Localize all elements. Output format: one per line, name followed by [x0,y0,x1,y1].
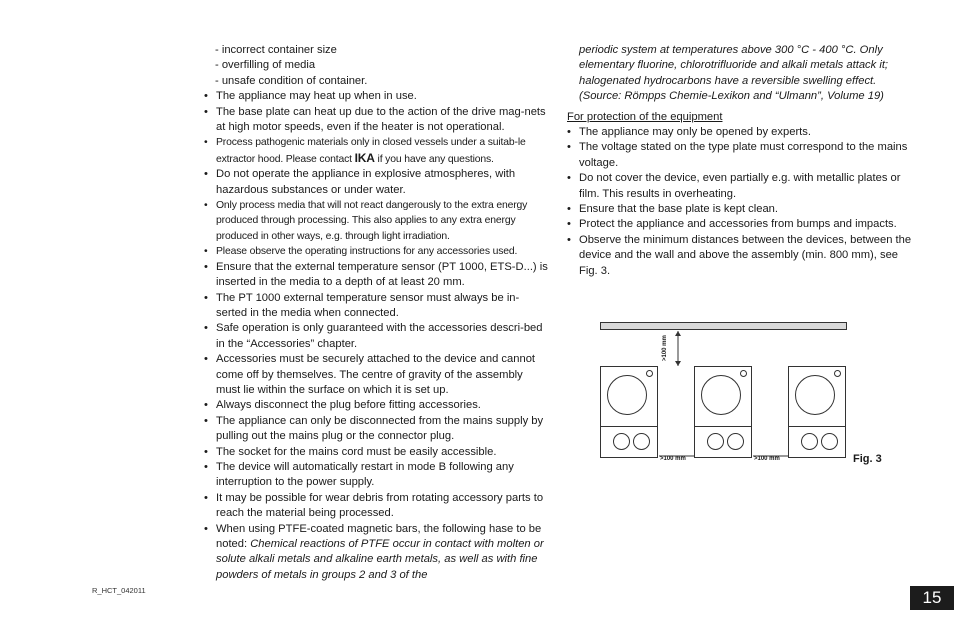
bullet-ptfe-italic: Chemical reactions of PTFE occur in contact with molten or solute alkali metals and alkaline earth metals, as well as with fine powders of metals in groups 2 and 3 of the [216,538,544,581]
bullet-explosive-atmospheres: • Do not operate the appliance in explosive atmospheres, with hazardous substances or under water. [204,167,549,198]
ptfe-continuation-text: periodic system at temperatures above 300 °C - 400 °C. Only elementary fluorine, chlorotrifluoride and alkali metals attack it; halogenated hydrocarbons have a reversible swelling effect. (Source: Römpps Chemie-Lexikon and “Ulmann”, Volume 19) [579,44,889,103]
bullet-protect-bumps: • Protect the appliance and accessories from bumps and impacts. [567,217,912,232]
indicator-led-icon [834,370,841,377]
bullet-pathogenic-tail: if you have any questions. [374,153,494,165]
device-1 [600,366,658,458]
bullet-disconnect-plug: • Always disconnect the plug before fitting accessories. [204,398,549,413]
ika-brand: IKA [354,150,375,165]
dim-horizontal-label-2: >100 mm [754,456,780,462]
footer-document-code: R_HCT_042011 [92,586,146,595]
bullet-accessories-attached: • Accessories must be securely attached to the device and cannot come off by themselves. The centre of gravity of the assembly must lie within the surface on which it is set up. [204,352,549,398]
section-heading-protection: For protection of the equipment [567,110,723,123]
bullet-heat-up: • The appliance may heat up when in use. [204,89,549,104]
bullet-socket-accessible: • The socket for the mains cord must be easily accessible. [204,445,549,460]
bullet-pathogenic-text: Process pathogenic materials only in closed vessels under a suitab-le extractor hood. Please contact [216,137,526,165]
bullet-wear-debris: • It may be possible for wear debris from rotating accessory parts to reach the material being processed. [204,491,549,522]
bullet-ptfe [204,522,549,584]
arrow-down-icon [675,361,681,366]
bullet-safe-operation: • Safe operation is only guaranteed with the accessories descri-bed in the “Accessories” chapter. [204,321,549,352]
knob-icon [633,433,650,450]
knob-icon [707,433,724,450]
panel-divider [695,426,751,427]
bullet-pathogenic-materials [204,135,549,167]
page-number: 15 [910,586,954,610]
device-3 [788,366,846,458]
bullet-base-plate-clean: • Ensure that the base plate is kept clean. [567,202,912,217]
dim-vertical-label: >100 mm [662,335,668,361]
dim-horizontal-label-1: >100 mm [660,456,686,462]
left-column [204,43,549,583]
bullet-process-media: • Only process media that will not react dangerously to the extra energy produced through processing. This also applies to any extra energy produced in other ways, e.g. through light irradiation. [204,198,549,244]
indicator-led-icon [740,370,747,377]
bullet-auto-restart: • The device will automatically restart in mode B following any interruption to the power supply. [204,460,549,491]
heating-plate-icon [701,375,741,415]
knob-icon [801,433,818,450]
dash-item-overfilling: - overfilling of media [215,59,316,72]
indicator-led-icon [646,370,653,377]
panel-divider [789,426,845,427]
knob-icon [613,433,630,450]
dash-item-unsafe-container: - unsafe condition of container. [215,74,368,87]
device-2 [694,366,752,458]
knob-icon [727,433,744,450]
arrow-up-icon [675,331,681,336]
heating-plate-icon [795,375,835,415]
bullet-opened-by-experts: • The appliance may only be opened by experts. [567,125,912,140]
bullet-do-not-cover: • Do not cover the device, even partially e.g. with metallic plates or film. This results in overheating. [567,171,912,202]
panel-divider [601,426,657,427]
bullet-temperature-sensor: • Ensure that the external temperature sensor (PT 1000, ETS-D...) is inserted in the media to a depth of at least 20 mm. [204,260,549,291]
knob-icon [821,433,838,450]
dash-item-container-size: - incorrect container size [215,44,337,56]
bullet-voltage: • The voltage stated on the type plate must correspond to the mains voltage. [567,140,912,171]
figure-3-diagram [596,318,896,468]
heating-plate-icon [607,375,647,415]
bullet-accessory-instructions: • Please observe the operating instructions for any accessories used. [204,244,549,259]
figure-label: Fig. 3 [853,453,882,465]
bullet-mains-disconnect: • The appliance can only be disconnected from the mains supply by pulling out the mains plug or the connector plug. [204,414,549,445]
bullet-base-plate-heat: • The base plate can heat up due to the action of the drive mag-nets at high motor speeds, even if the heater is not operational. [204,105,549,136]
right-column [567,43,912,279]
ptfe-continuation [567,43,912,105]
bullet-minimum-distances: • Observe the minimum distances between the devices, between the device and the wall and above the assembly (min. 800 mm), see Fig. 3. [567,233,912,279]
bullet-ptfe-text: When using PTFE-coated magnetic bars, the following hase to be noted: [216,522,542,550]
bullet-pt1000: • The PT 1000 external temperature sensor must always be in-serted in the media when connected. [204,291,549,322]
